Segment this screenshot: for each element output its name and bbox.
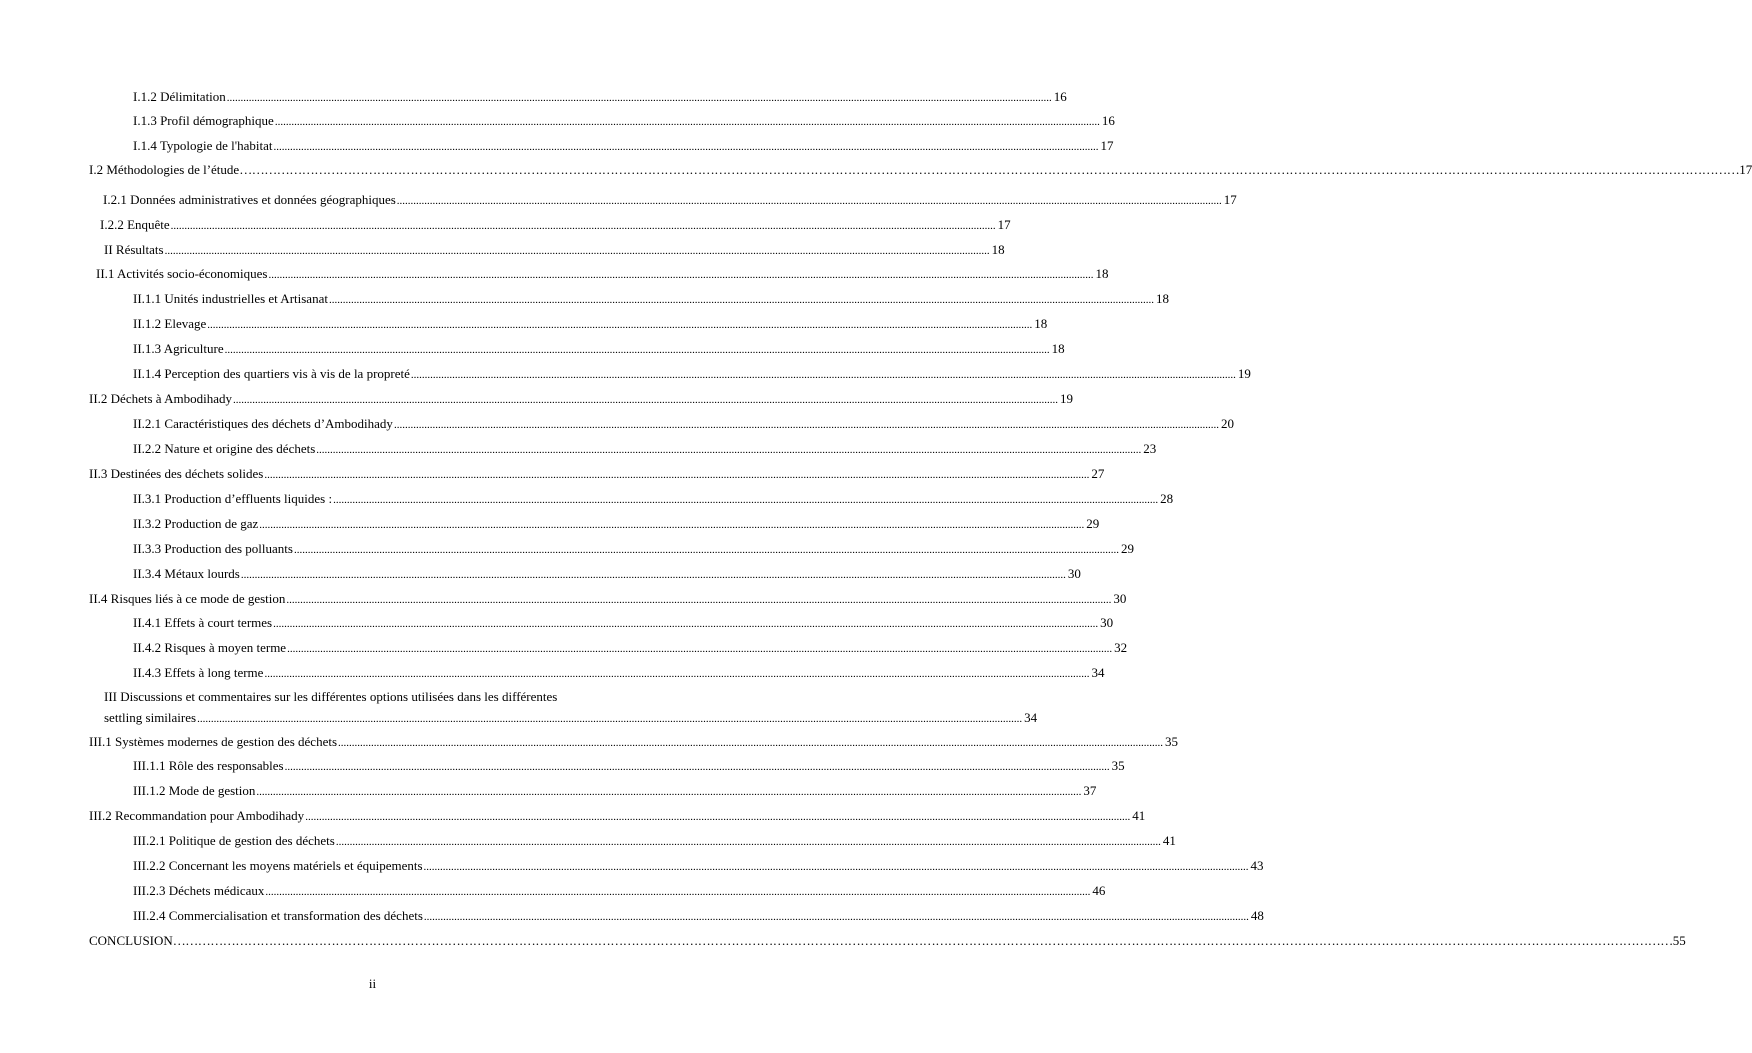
toc-entry[interactable] bbox=[100, 217, 1011, 234]
toc-entry-page: 46 bbox=[1092, 883, 1106, 898]
toc-entry-label-line2: settling similaires bbox=[104, 710, 197, 725]
toc-entry[interactable] bbox=[89, 591, 1127, 608]
dot-leader: ............................................................................................................................................................................................................................................................................................................ bbox=[316, 444, 1142, 456]
toc-entry[interactable] bbox=[133, 783, 1097, 800]
dot-leader: ............................................................................................................................................................................................................................................................................................................ bbox=[259, 519, 1085, 531]
toc-entry-page: 17 bbox=[1100, 138, 1114, 153]
toc-entry[interactable] bbox=[89, 933, 1686, 949]
dot-leader: ............................................................................................................................................................................................................................................................................................................ bbox=[423, 861, 1249, 873]
toc-entry-label: I.2.2 Enquête bbox=[100, 217, 170, 232]
toc-entry-label: II.1 Activités socio-économiques bbox=[96, 266, 268, 281]
dot-leader: ............................................................................................................................................................................................................................................................................................................ bbox=[170, 220, 996, 232]
toc-entry[interactable] bbox=[133, 665, 1105, 682]
toc-entry-page: 18 bbox=[1095, 266, 1109, 281]
toc-entry-label: II.1.2 Elevage bbox=[133, 316, 207, 331]
toc-entry-label: II.2.1 Caractéristiques des déchets d’Ambodihady bbox=[133, 416, 393, 431]
toc-entry-page: 29 bbox=[1086, 516, 1100, 531]
toc-entry-page: 41 bbox=[1132, 808, 1146, 823]
dot-leader: ............................................................................................................................................................................................................................................................................................................ bbox=[287, 643, 1113, 655]
toc-entry-label: I.1.3 Profil démographique bbox=[133, 113, 274, 128]
dot-leader: ............................................................................................................................................................................................................................................................................................................ bbox=[207, 319, 1033, 331]
toc-entry[interactable] bbox=[133, 316, 1048, 333]
toc-entry-label: III.2 Recommandation pour Ambodihady bbox=[89, 808, 305, 823]
toc-entry-label: III.1.2 Mode de gestion bbox=[133, 783, 256, 798]
toc-entry[interactable] bbox=[133, 366, 1251, 383]
dot-leader: ............................................................................................................................................................................................................................................................................................................ bbox=[197, 713, 1023, 725]
toc-entry-page: 55 bbox=[1672, 933, 1686, 948]
dot-leader: ............................................................................................................................................................................................................................................................................................................ bbox=[256, 786, 1082, 798]
toc-entry[interactable] bbox=[133, 833, 1176, 850]
toc-entry-page: 30 bbox=[1113, 591, 1127, 606]
dot-leader: ............................................................................................................................................................................................................................................................................................................ bbox=[410, 369, 1236, 381]
toc-entry-page: 19 bbox=[1059, 391, 1073, 406]
dot-leader: ............................................................................................................................................................................................................................................................................................................ bbox=[305, 811, 1131, 823]
toc-entry-label: III.2.3 Déchets médicaux bbox=[133, 883, 265, 898]
toc-entry-page: 20 bbox=[1220, 416, 1234, 431]
toc-entry[interactable] bbox=[89, 391, 1073, 408]
toc-entry-page: 18 bbox=[1034, 316, 1048, 331]
toc-entry-label: II.3.1 Production d’effluents liquides : bbox=[133, 491, 333, 506]
dot-leader: ............................................................................................................................................................................................................................................................................................................ bbox=[396, 195, 1222, 207]
toc-entry-label: III.2.4 Commercialisation et transformation des déchets bbox=[133, 908, 423, 923]
toc-entry-multiline[interactable] bbox=[104, 686, 1038, 730]
dot-leader: ............................................................................................................................................................................................................................................................................................................ bbox=[226, 92, 1052, 104]
dot-leader: ............................................................................................................................................................................................................................................................................................................ bbox=[333, 494, 1159, 506]
toc-entry[interactable] bbox=[133, 441, 1157, 458]
toc-entry[interactable] bbox=[133, 291, 1169, 308]
dot-leader: ............................................................................................................................................................................................................................................................................................................ bbox=[273, 141, 1099, 153]
toc-entry-page: 35 bbox=[1111, 758, 1125, 773]
toc-entry-label: III.2.1 Politique de gestion des déchets bbox=[133, 833, 335, 848]
toc-entry[interactable] bbox=[133, 341, 1065, 358]
toc-entry-page: 30 bbox=[1067, 566, 1081, 581]
toc-entry-label: II.1.4 Perception des quartiers vis à vis de la propreté bbox=[133, 366, 410, 381]
toc-entry-page: 23 bbox=[1143, 441, 1157, 456]
toc-entry[interactable] bbox=[133, 416, 1234, 433]
toc-entry-page: 18 bbox=[1051, 341, 1065, 356]
toc-entry[interactable] bbox=[89, 466, 1105, 483]
toc-entry-line2 bbox=[104, 707, 1038, 730]
toc-entry[interactable] bbox=[133, 138, 1114, 155]
dot-leader: ............................................................................................................................................................................................................................................................................................................ bbox=[224, 344, 1050, 356]
toc-entry[interactable] bbox=[89, 734, 1179, 751]
toc-entry[interactable] bbox=[104, 242, 1005, 259]
toc-entry-page: 29 bbox=[1120, 541, 1134, 556]
toc-entry-label: II.2.2 Nature et origine des déchets bbox=[133, 441, 316, 456]
dot-leader: ............................................................................................................................................................................................................................................................................................................ bbox=[423, 911, 1249, 923]
dot-leader: ............................................................................................................................................................................................................................................................................................................ bbox=[335, 836, 1161, 848]
toc-entry-page: 48 bbox=[1250, 908, 1264, 923]
toc-entry-page: 37 bbox=[1083, 783, 1097, 798]
dot-leader: ............................................................................................................................................................................................................................................................................................................ bbox=[393, 419, 1219, 431]
toc-entry-page: 30 bbox=[1100, 615, 1114, 630]
toc-entry-page: 17 bbox=[1739, 162, 1752, 177]
dot-leader: ............................................................................................................................................................................................................................................................................................................ bbox=[268, 269, 1094, 281]
toc-entry[interactable] bbox=[89, 162, 1752, 178]
toc-entry-label: III.2.2 Concernant les moyens matériels et équipements bbox=[133, 858, 423, 873]
toc-entry-page: 34 bbox=[1091, 665, 1105, 680]
toc-entry-label: II.3.2 Production de gaz bbox=[133, 516, 259, 531]
toc-entry-label: II.4.1 Effets à court termes bbox=[133, 615, 273, 630]
toc-entry-page: 28 bbox=[1160, 491, 1174, 506]
toc-entry-page: 41 bbox=[1162, 833, 1176, 848]
toc-entry-label: CONCLUSION bbox=[89, 933, 173, 948]
toc-entry[interactable] bbox=[133, 640, 1128, 657]
toc-entry[interactable] bbox=[133, 113, 1115, 130]
toc-entry-label: III.1.1 Rôle des responsables bbox=[133, 758, 284, 773]
dot-leader: ............................................................................................................................................................................................................................................................................................................ bbox=[286, 594, 1112, 606]
toc-entry-page: 17 bbox=[1223, 192, 1237, 207]
ellipsis-leader: ……………………………………………………………………………………………………………………………………………………………………………………………………………………………………………………………………………………………………………………………… bbox=[172, 933, 1673, 948]
toc-entry-label: I.1.2 Délimitation bbox=[133, 89, 226, 104]
toc-entry-label: II.3.4 Métaux lourds bbox=[133, 566, 240, 581]
toc-entry-page: 19 bbox=[1237, 366, 1251, 381]
toc-entry[interactable] bbox=[89, 808, 1146, 825]
toc-entry-page: 35 bbox=[1165, 734, 1179, 749]
dot-leader: ............................................................................................................................................................................................................................................................................................................ bbox=[338, 737, 1164, 749]
toc-entry-label: III.1 Systèmes modernes de gestion des déchets bbox=[89, 734, 338, 749]
toc-entry-page: 16 bbox=[1053, 89, 1067, 104]
toc-entry[interactable] bbox=[133, 541, 1134, 558]
dot-leader: ............................................................................................................................................................................................................................................................................................................ bbox=[265, 886, 1091, 898]
dot-leader: ............................................................................................................................................................................................................................................................................................................ bbox=[293, 544, 1119, 556]
dot-leader: ............................................................................................................................................................................................................................................................................................................ bbox=[240, 569, 1066, 581]
toc-entry-label: II.4 Risques liés à ce mode de gestion bbox=[89, 591, 286, 606]
toc-entry-label: II.1.3 Agriculture bbox=[133, 341, 224, 356]
toc-entry-label: I.2 Méthodologies de l’étude bbox=[89, 162, 240, 177]
page-number: ii bbox=[368, 976, 377, 991]
dot-leader: ............................................................................................................................................................................................................................................................................................................ bbox=[232, 394, 1058, 406]
toc-entry-label: II.4.2 Risques à moyen terme bbox=[133, 640, 287, 655]
dot-leader: ............................................................................................................................................................................................................................................................................................................ bbox=[273, 618, 1099, 630]
toc-entry[interactable] bbox=[133, 89, 1067, 106]
dot-leader: ............................................................................................................................................................................................................................................................................................................ bbox=[264, 469, 1090, 481]
dot-leader: ............................................................................................................................................................................................................................................................................................................ bbox=[264, 668, 1090, 680]
toc-entry[interactable] bbox=[133, 491, 1174, 508]
toc-entry-label: II.4.3 Effets à long terme bbox=[133, 665, 264, 680]
toc-entry-page: 18 bbox=[991, 242, 1005, 257]
toc-entry[interactable] bbox=[133, 758, 1125, 775]
toc-entry[interactable] bbox=[133, 883, 1106, 900]
toc-entry-label-line1: III Discussions et commentaires sur les différentes options utilisées dans les différentes bbox=[104, 689, 558, 704]
toc-entry-label: II.1.1 Unités industrielles et Artisanat bbox=[133, 291, 328, 306]
toc-entry-page: 16 bbox=[1101, 113, 1115, 128]
toc-entry-label: I.2.1 Données administratives et données géographiques bbox=[103, 192, 396, 207]
dot-leader: ............................................................................................................................................................................................................................................................................................................ bbox=[164, 245, 990, 257]
toc-entry[interactable] bbox=[96, 266, 1109, 283]
ellipsis-leader: ……………………………………………………………………………………………………………………………………………………………………………………………………………………………………………………………………………………………………………………………… bbox=[239, 162, 1740, 177]
toc-entry[interactable] bbox=[103, 192, 1237, 209]
toc-entry-label: II.2 Déchets à Ambodihady bbox=[89, 391, 232, 406]
toc-entry-label: II.3.3 Production des polluants bbox=[133, 541, 293, 556]
toc-entry-label: II Résultats bbox=[104, 242, 164, 257]
toc-entry[interactable] bbox=[133, 858, 1264, 875]
toc-entry-page: 17 bbox=[997, 217, 1011, 232]
toc-entry[interactable] bbox=[133, 615, 1114, 632]
toc-entry[interactable] bbox=[133, 566, 1081, 583]
toc-entry-page: 34 bbox=[1024, 710, 1038, 725]
toc-entry-page: 32 bbox=[1114, 640, 1128, 655]
toc-entry-label: I.1.4 Typologie de l'habitat bbox=[133, 138, 273, 153]
toc-entry-page: 43 bbox=[1250, 858, 1264, 873]
toc-entry-page: 18 bbox=[1155, 291, 1169, 306]
toc-entry-page: 27 bbox=[1091, 466, 1105, 481]
toc-entry[interactable] bbox=[133, 908, 1264, 925]
toc-entry[interactable] bbox=[133, 516, 1100, 533]
dot-leader: ............................................................................................................................................................................................................................................................................................................ bbox=[284, 761, 1110, 773]
dot-leader: ............................................................................................................................................................................................................................................................................................................ bbox=[328, 294, 1154, 306]
dot-leader: ............................................................................................................................................................................................................................................................................................................ bbox=[274, 116, 1100, 128]
toc-entry-label: II.3 Destinées des déchets solides bbox=[89, 466, 264, 481]
